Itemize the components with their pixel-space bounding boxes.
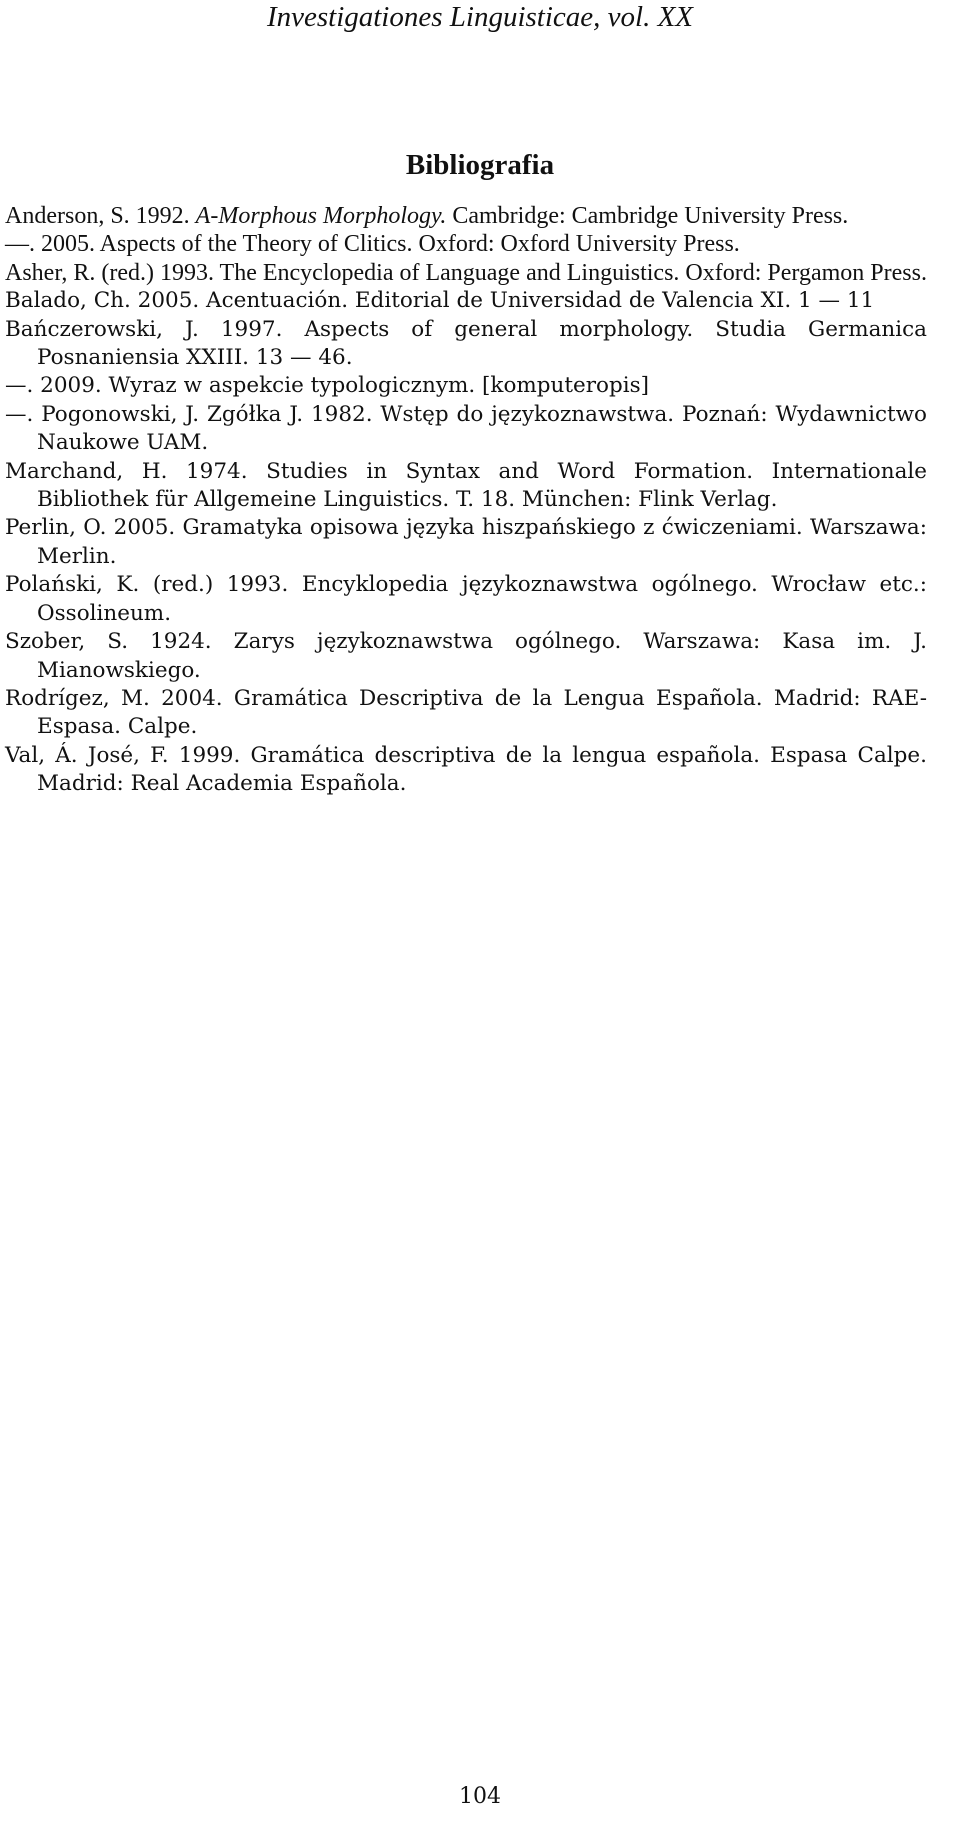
page-number: 104 bbox=[459, 1784, 501, 1809]
bib-entry-author: Anderson, S. 1992. bbox=[5, 203, 196, 229]
bib-entry-title: A-Morphous Morphology. bbox=[195, 203, 447, 229]
bib-entry: Rodrígez, M. 2004. Gramática Descriptiva de la Lengua Española. Madrid: RAE-Espasa. Calpe. bbox=[5, 685, 927, 740]
bib-entry bbox=[5, 202, 927, 230]
bib-entry: —. 2005. Aspects of the Theory of Clitics. Oxford: Oxford University Press. bbox=[5, 231, 740, 258]
bib-entry: —. Pogonowski, J. Zgółka J. 1982. Wstęp do językoznawstwa. Poznań: Wydawnictwo Naukowe UAM. bbox=[5, 401, 927, 456]
bib-entry: Szober, S. 1924. Zarys językoznawstwa ogólnego. Warszawa: Kasa im. J. Mianowskiego. bbox=[5, 629, 927, 683]
bib-entry: Marchand, H. 1974. Studies in Syntax and Word Formation. Internationale Bibliothek für Allgemeine Linguistics. T. 18. München: Flink Verlag. bbox=[5, 458, 927, 513]
bibliography-list bbox=[5, 202, 927, 799]
bib-entry: Asher, R. (red.) 1993. The Encyclopedia of Language and Linguistics. Oxford: Pergamon Press. bbox=[5, 259, 927, 286]
running-head: Investigationes Linguisticae, vol. XX bbox=[266, 1, 694, 33]
bib-entry: Polański, K. (red.) 1993. Encyklopedia językoznawstwa ogólnego. Wrocław etc.: Ossolineum. bbox=[5, 572, 927, 626]
bib-entry: Bańczerowski, J. 1997. Aspects of general morphology. Studia Germanica Posnaniensia XXIII. 13 — 46. bbox=[5, 316, 927, 371]
bib-entry: Balado, Ch. 2005. Acentuación. Editorial de Universidad de Valencia XI. 1 — 11 bbox=[5, 288, 875, 314]
bibliography-heading: Bibliografia bbox=[405, 149, 555, 181]
bib-entry: —. 2009. Wyraz w aspekcie typologicznym. [komputeropis] bbox=[5, 373, 650, 399]
bib-entry: Perlin, O. 2005. Gramatyka opisowa języka hiszpańskiego z ćwiczeniami. Warszawa: Merlin. bbox=[5, 515, 927, 569]
bib-entry: Val, Á. José, F. 1999. Gramática descriptiva de la lengua española. Espasa Calpe. Madrid: Real Academia Española. bbox=[5, 742, 927, 797]
bib-entry-details: Cambridge: Cambridge University Press. bbox=[446, 203, 849, 229]
